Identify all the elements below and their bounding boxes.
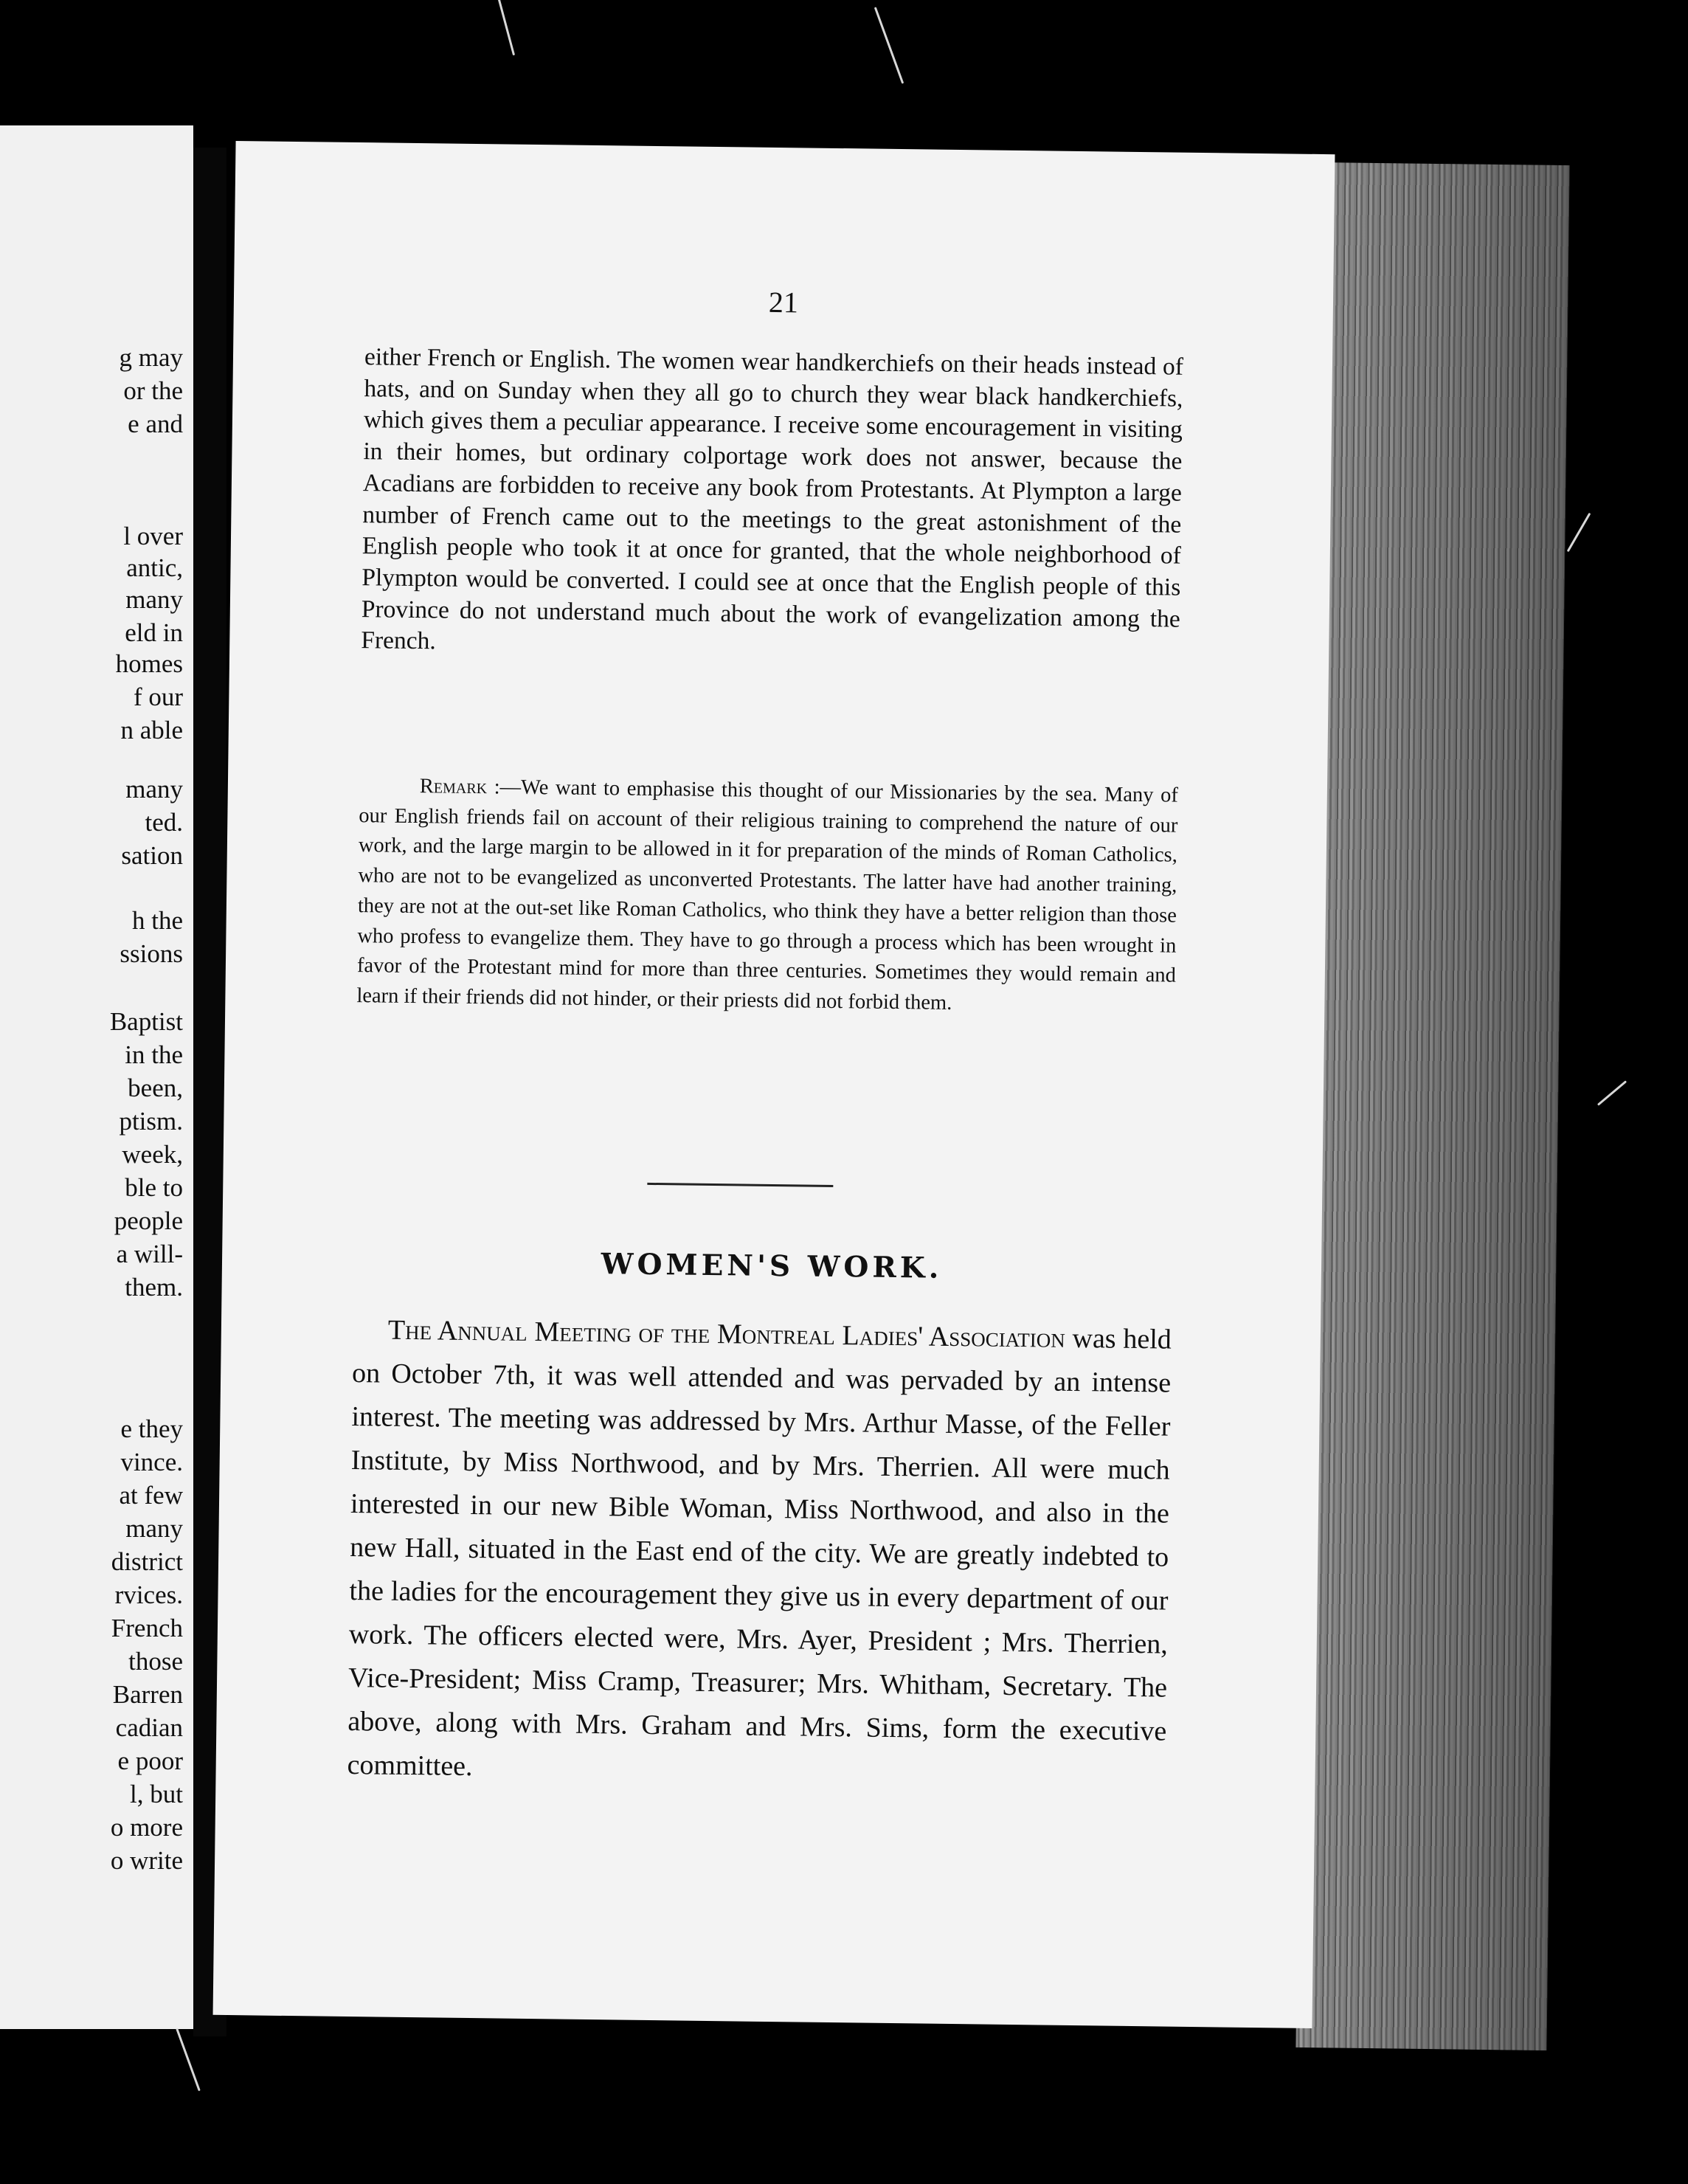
- book-page: [213, 141, 1335, 2028]
- remark-text: We want to emphasise this thought of our Missionaries by the sea. Many of our English friends fail on account of their religious training to comprehend the nature of our work, and the large margin to be allowed in it for preparation of the minds of Roman Catholics, who are not to be evangelized as unconverted Protestants. The latter have had another training, they are not at the out-set like Roman Catholics, who think they have a better religion than those who profess to evangelize them. They have to go through a process which has been wrought in favor of the Protestant mind for more than three centuries. Sometimes they would remain and learn if their friends did not hinder, or their priests did not forbid them.: [356, 775, 1179, 1015]
- section-divider: [647, 1183, 833, 1187]
- left-page-line: ssions: [120, 939, 183, 968]
- left-page-line: many: [125, 1514, 183, 1543]
- left-page-line: week,: [122, 1140, 183, 1169]
- left-page-line: f our: [133, 682, 183, 711]
- left-page-line: e and: [128, 410, 183, 438]
- left-page-line: vince.: [120, 1448, 183, 1476]
- film-scratch: [1597, 1080, 1627, 1105]
- left-page-line: many: [125, 585, 183, 614]
- left-page-line: o write: [110, 1846, 183, 1875]
- left-page-line: cadian: [115, 1713, 183, 1742]
- left-page-line: g may: [119, 343, 183, 372]
- left-page-line: ted.: [145, 808, 183, 837]
- left-page-line: e they: [120, 1414, 183, 1443]
- left-page-line: at few: [119, 1481, 183, 1510]
- film-scratch: [874, 7, 904, 83]
- left-page-line: French: [111, 1614, 183, 1642]
- left-page-line: ble to: [125, 1173, 183, 1202]
- left-page-line: people: [114, 1206, 183, 1235]
- page-number: 21: [768, 285, 799, 319]
- film-scratch: [176, 2028, 201, 2092]
- left-page-line: l, but: [130, 1780, 183, 1808]
- film-scratch: [496, 0, 515, 55]
- left-page-line: district: [111, 1547, 183, 1576]
- left-page-line: h the: [131, 906, 183, 935]
- left-page-line: e poor: [117, 1746, 183, 1775]
- paragraph-lead: The Annual Meeting of the Montreal Ladies' Association: [387, 1314, 1066, 1354]
- remark-label: Remark :—: [419, 775, 522, 799]
- left-page-line: antic,: [126, 553, 183, 582]
- section-heading: WOMEN'S WORK.: [601, 1247, 943, 1285]
- left-facing-page: [0, 125, 193, 2029]
- left-page-line: homes: [115, 649, 183, 678]
- paragraph-text: was held on October 7th, it was well attended and was pervaded by an intense interest. The meeting was addressed by Mrs. Arthur Masse, of the Feller Institute, by Miss Northwood, and by Mrs. Therrien. All were much interested in our new Bible Woman, Miss Northwood, and also in the new Hall, situated in the East end of the city. We are greatly indebted to the ladies for the encouragement they give us in every department of our work. The officers elected were, Mrs. Ayer, President ; Mrs. Therrien, Vice-President; Miss Cramp, Treasurer; Mrs. Whitham, Secretary. The above, along with Mrs. Graham and Mrs. Sims, form the executive committee.: [347, 1322, 1172, 1783]
- left-page-line: those: [128, 1647, 183, 1676]
- left-page-line: ptism.: [119, 1107, 183, 1136]
- left-page-line: rvices.: [114, 1580, 183, 1609]
- left-page-line: or the: [123, 376, 183, 405]
- left-page-line: been,: [128, 1074, 183, 1102]
- left-page-line: n able: [120, 716, 183, 744]
- womens-work-paragraph: [347, 1308, 1172, 1797]
- remark-paragraph: [356, 771, 1178, 1021]
- left-page-line: a will-: [116, 1240, 183, 1268]
- left-page-line: many: [125, 775, 183, 804]
- left-page-line: sation: [121, 841, 183, 870]
- left-page-line: o more: [110, 1813, 183, 1842]
- left-page-line: in the: [125, 1040, 183, 1069]
- left-page-line: eld in: [125, 618, 183, 647]
- left-page-line: l over: [123, 522, 183, 550]
- film-scratch: [1567, 513, 1591, 552]
- left-page-line: them.: [125, 1273, 183, 1302]
- letter-text: either French or English. The women wear handkerchiefs on their heads instead of hats, and on Sunday when they all go to church they wear black handkerchiefs, which gives them a peculiar appearance. I receive some encouragement in visiting in their homes, but ordinary colportage work does not answer, because the Acadians are forbidden to receive any book from Protestants. At Plympton a large number of French came out to the meetings to the great astonishment of the English people who took it at once for granted, that the whole neighborhood of Plympton would be converted. I could see at once that the English people of this Province do not understand much about the work of evangelization among the French.: [361, 343, 1184, 655]
- left-page-line: Baptist: [109, 1007, 183, 1036]
- left-page-line: Barren: [112, 1680, 183, 1709]
- page-edge-shadow: [1296, 162, 1569, 2050]
